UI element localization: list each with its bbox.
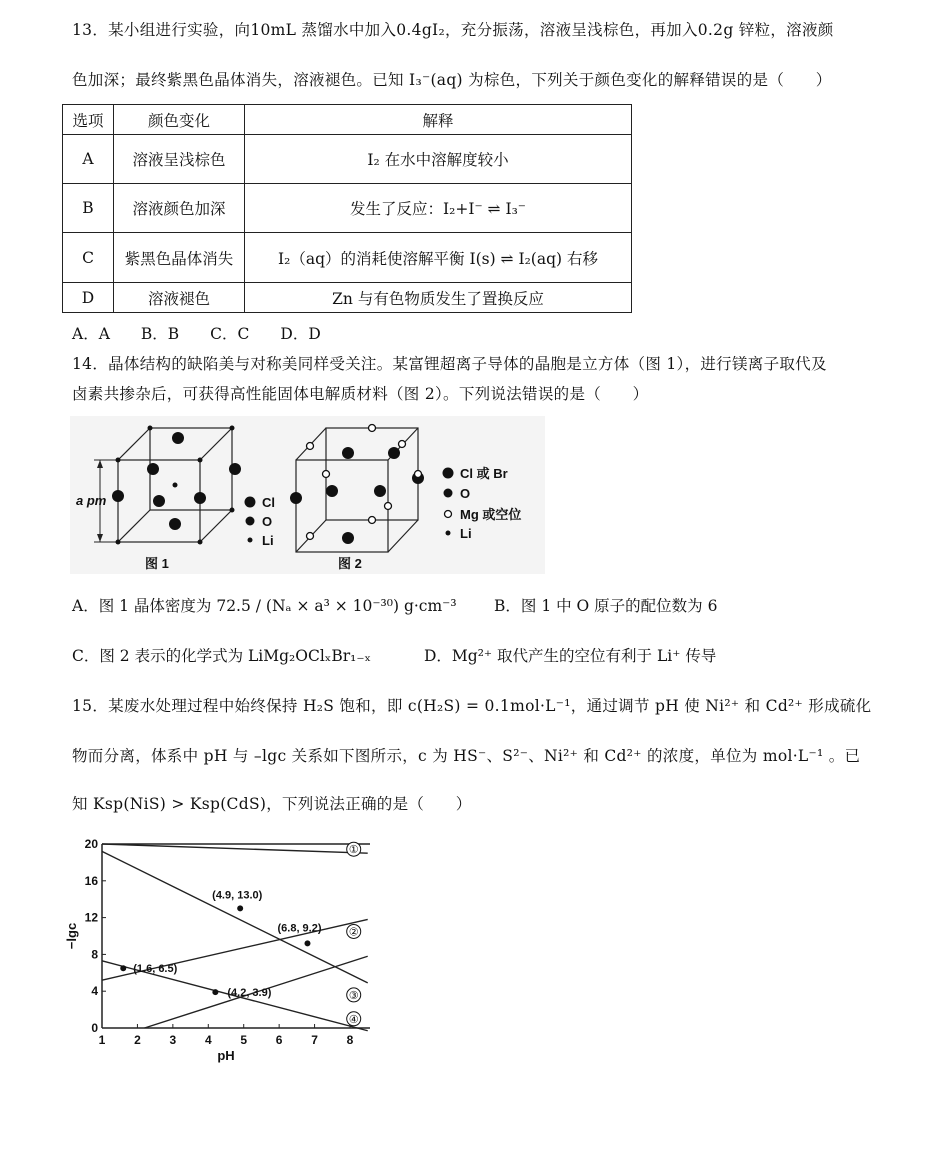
- intersection-point: [237, 905, 243, 911]
- table-cell: 溶液褪色: [114, 283, 245, 313]
- table-cell: I₂（aq）的消耗使溶解平衡 I(s) ⇌ I₂(aq) 右移: [245, 233, 632, 283]
- legend-label: O: [460, 486, 471, 501]
- q14-line2: 卤素共掺杂后，可获得高性能固体电解质材料（图 2）。下列说法错误的是（ ）: [72, 385, 649, 403]
- table-header-row: [63, 105, 632, 135]
- x-axis-label: pH: [217, 1048, 235, 1063]
- table-cell: 紫黑色晶体消失: [114, 233, 245, 283]
- intersection-label: (4.2, 3.9): [227, 987, 272, 1000]
- series-name-label: ④: [348, 1012, 359, 1026]
- x-tick-label: 4: [204, 1033, 212, 1047]
- table-cell: B: [63, 184, 114, 233]
- x-tick-label: 8: [346, 1033, 354, 1047]
- intersection-label: (1.6, 6.5): [133, 963, 178, 976]
- series-name-label: ③: [348, 988, 359, 1002]
- legend-label: Cl 或 Br: [460, 466, 508, 481]
- chart-series: [102, 844, 368, 1031]
- caption-fig2: 图 2: [338, 556, 362, 571]
- q14-option-c: C．图 2 表示的化学式为 LiMg₂OClₓBr₁₋ₓ: [72, 647, 372, 665]
- x-tick-label: 2: [134, 1033, 141, 1047]
- legend-label: Li: [262, 533, 274, 548]
- q13-line2: 色加深；最终紫黑色晶体消失，溶液褪色。已知 I₃⁻(aq) 为棕色，下列关于颜色变化的解释错误的是（ ）: [72, 71, 832, 89]
- y-tick-label: 8: [91, 947, 98, 962]
- x-tick-label: 6: [275, 1033, 283, 1047]
- q14-option-d: D．Mg²⁺ 取代产生的空位有利于 Li⁺ 传导: [424, 647, 717, 665]
- intersection-point: [120, 965, 126, 971]
- table-cell: Zn 与有色物质发生了置换反应: [245, 283, 632, 313]
- x-tick-label: 1: [98, 1033, 106, 1047]
- table-row: [63, 283, 632, 313]
- q13-line1: 13．某小组进行实验，向10mL 蒸馏水中加入0.4gI₂，充分振荡，溶液呈浅棕色，再加入0.2g 锌粒，溶液颜: [72, 21, 834, 39]
- y-axis-label: −lgc: [64, 922, 79, 950]
- series-line: [102, 844, 368, 853]
- intersection-point: [212, 989, 218, 995]
- q15-line3: 知 Ksp(NiS) > Ksp(CdS)，下列说法正确的是（ ）: [72, 795, 472, 813]
- intersection-label: (4.9, 13.0): [212, 889, 263, 902]
- table-header-cell: 解释: [245, 105, 632, 135]
- y-tick-label: 4: [91, 984, 98, 999]
- table-row: [63, 184, 632, 233]
- table-cell: 发生了反应：I₂+I⁻ ⇌ I₃⁻: [245, 184, 632, 233]
- y-tick-label: 16: [84, 873, 98, 888]
- q15-line1: 15．某废水处理过程中始终保持 H₂S 饱和，即 c(H₂S) = 0.1mol·L⁻¹，通过调节 pH 使 Ni²⁺ 和 Cd²⁺ 形成硫化: [72, 697, 872, 715]
- q14-option-b: B．图 1 中 O 原子的配位数为 6: [494, 597, 718, 615]
- table-cell: 溶液呈浅棕色: [114, 135, 245, 184]
- y-tick-label: 0: [91, 1021, 98, 1035]
- q15-line2: 物而分离，体系中 pH 与 –lgc 关系如下图所示，c 为 HS⁻、S²⁻、Ni²⁺ 和 Cd²⁺ 的浓度，单位为 mol·L⁻¹ 。已: [72, 747, 861, 765]
- legend-label: Li: [460, 526, 472, 541]
- legend-label: Mg 或空位: [460, 507, 522, 522]
- table-header-cell: 颜色变化: [114, 105, 245, 135]
- intersection-label: (6.8, 9.2): [277, 922, 322, 935]
- table-cell: A: [63, 135, 114, 184]
- ph-lgc-chart: [62, 832, 382, 1070]
- q13-table: [62, 104, 632, 313]
- q14-option-a: A．图 1 晶体密度为 72.5 / (Nₐ × a³ × 10⁻³⁰) g·cm⁻³: [72, 597, 457, 615]
- y-tick-label: 12: [84, 910, 98, 925]
- chart-axes: [64, 837, 370, 1063]
- table-cell: I₂ 在水中溶解度较小: [245, 135, 632, 184]
- series-name-label: ①: [348, 843, 359, 857]
- x-tick-label: 3: [169, 1033, 177, 1047]
- legend-label: O: [262, 514, 273, 529]
- series-name-label: ②: [348, 925, 359, 939]
- x-tick-label: 7: [311, 1033, 318, 1047]
- q13-options: A．A B．B C．C D．D: [72, 325, 321, 343]
- table-row: [63, 233, 632, 283]
- y-tick-label: 20: [84, 837, 98, 851]
- table-row: [63, 135, 632, 184]
- chart-labels: [120, 842, 360, 1026]
- edge-label: a pm: [76, 493, 107, 508]
- q14-line1: 14．晶体结构的缺陷美与对称美同样受关注。某富锂超离子导体的晶胞是立方体（图 1），进行镁离子取代及: [72, 355, 827, 373]
- caption-fig1: 图 1: [145, 556, 169, 571]
- table-cell: 溶液颜色加深: [114, 184, 245, 233]
- table-header-cell: 选项: [63, 105, 114, 135]
- table-cell: D: [63, 283, 114, 313]
- intersection-point: [304, 940, 310, 946]
- legend-label: Cl: [262, 495, 275, 510]
- table-cell: C: [63, 233, 114, 283]
- crystal-figure: [70, 416, 545, 574]
- x-tick-label: 5: [240, 1033, 248, 1047]
